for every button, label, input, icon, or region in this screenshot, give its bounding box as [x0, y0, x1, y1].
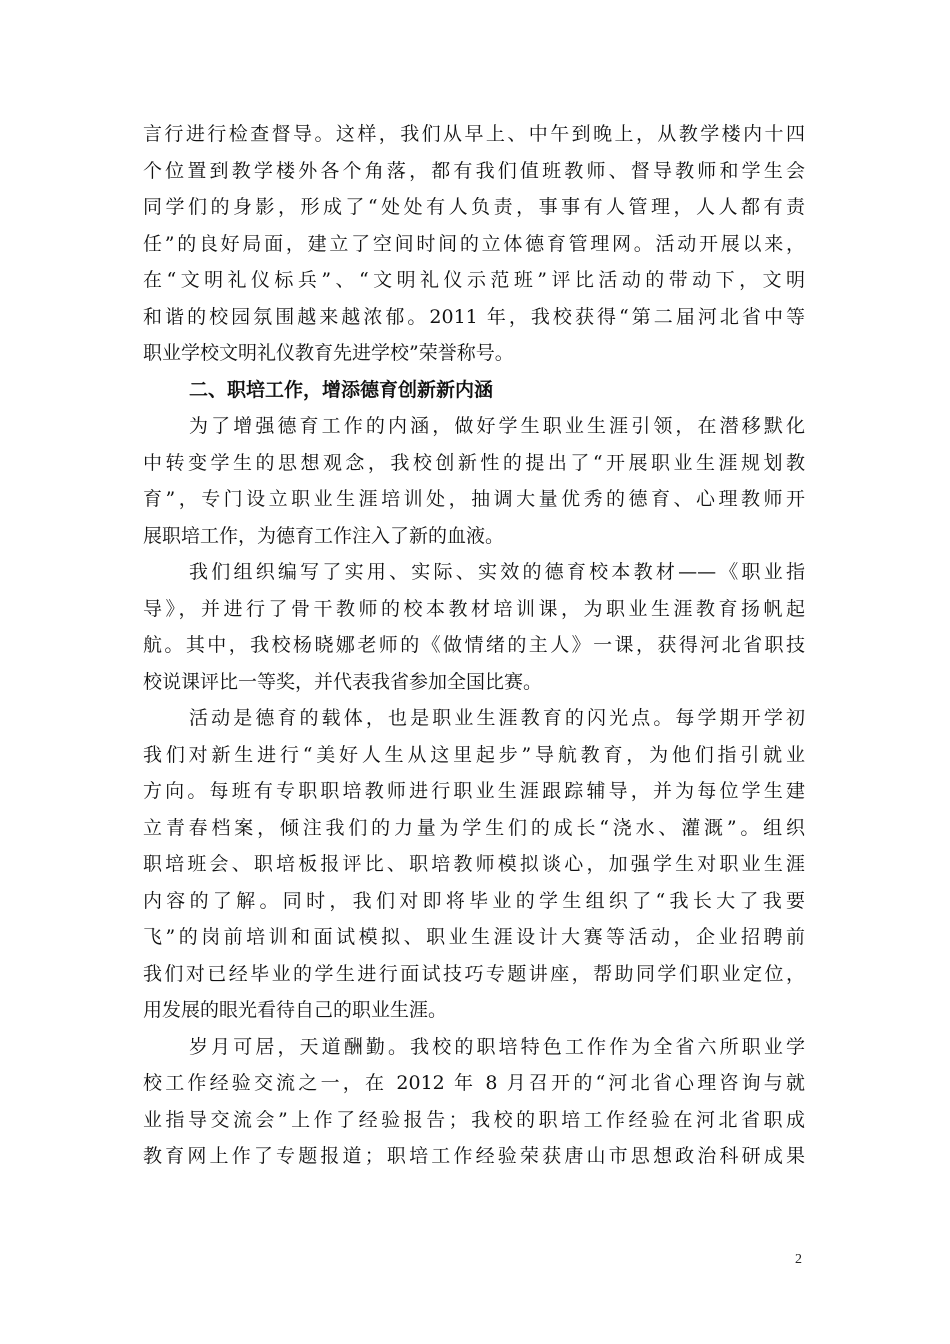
- text-line: 岁月可居，天道酬勤。我校的职培特色工作作为全省六所职业学: [189, 1035, 805, 1058]
- text-line: 飞”的岗前培训和面试模拟、职业生涯设计大赛等活动，企业招聘前: [143, 926, 805, 948]
- document-body: [143, 116, 805, 1175]
- text-line: 我们对新生进行“美好人生从这里起步”导航教育，为他们指引就业: [143, 743, 805, 766]
- text-line: 中转变学生的思想观念，我校创新性的提出了“开展职业生涯规划教: [143, 451, 805, 474]
- text-line: 任”的良好局面，建立了空间时间的立体德育管理网。活动开展以来，: [143, 232, 805, 255]
- text-line: 导》，并进行了骨干教师的校本教材培训课，为职业生涯教育扬帆起: [143, 597, 805, 620]
- page-number: 2: [795, 1252, 802, 1267]
- section-heading: 二、职培工作，增添德育创新新内涵: [189, 378, 494, 401]
- text-line: 校工作经验交流之一，在 2012 年 8 月召开的“河北省心理咨询与就: [143, 1072, 805, 1094]
- text-line: 言行进行检查督导。这样，我们从早上、中午到晚上，从教学楼内十四: [143, 123, 805, 145]
- text-line: 展职培工作，为德育工作注入了新的血液。: [143, 524, 505, 547]
- text-line: 业指导交流会”上作了经验报告；我校的职培工作经验在河北省职成: [143, 1108, 805, 1131]
- text-line: 和谐的校园氛围越来越浓郁。2011 年，我校获得“第二届河北省中等: [143, 305, 805, 328]
- text-line: 航。其中，我校杨晓娜老师的《做情绪的主人》一课，获得河北省职技: [143, 634, 805, 656]
- text-line: 内容的了解。同时，我们对即将毕业的学生组织了“我长大了我要: [143, 889, 805, 912]
- text-line: 个位置到教学楼外各个角落，都有我们值班教师、督导教师和学生会: [143, 159, 805, 182]
- text-line: 我们对已经毕业的学生进行面试技巧专题讲座，帮助同学们职业定位，: [143, 962, 805, 985]
- text-line: 职培班会、职培板报评比、职培教师模拟谈心，加强学生对职业生涯: [143, 853, 805, 875]
- text-line: 活动是德育的载体，也是职业生涯教育的闪光点。每学期开学初: [189, 707, 805, 729]
- text-line: 同学们的身影，形成了“处处有人负责，事事有人管理，人人都有责: [143, 196, 805, 218]
- text-line: 用发展的眼光看待自己的职业生涯。: [143, 999, 448, 1021]
- text-line: 我们组织编写了实用、实际、实效的德育校本教材——《职业指: [189, 561, 805, 583]
- text-line: 职业学校文明礼仪教育先进学校”荣誉称号。: [143, 342, 514, 364]
- text-line: 在“文明礼仪标兵”、“文明礼仪示范班”评比活动的带动下，文明: [143, 269, 805, 291]
- text-line: 育”，专门设立职业生涯培训处，抽调大量优秀的德育、心理教师开: [143, 488, 805, 510]
- text-line: 为了增强德育工作的内涵，做好学生职业生涯引领，在潜移默化: [189, 415, 805, 437]
- text-line: 校说课评比一等奖，并代表我省参加全国比赛。: [143, 670, 543, 693]
- text-line: 立青春档案，倾注我们的力量为学生们的成长“浇水、灌溉”。组织: [143, 816, 805, 839]
- text-line: 教育网上作了专题报道；职培工作经验荣获唐山市思想政治科研成果: [143, 1145, 805, 1167]
- text-line: 方向。每班有专职职培教师进行职业生涯跟踪辅导，并为每位学生建: [143, 780, 805, 802]
